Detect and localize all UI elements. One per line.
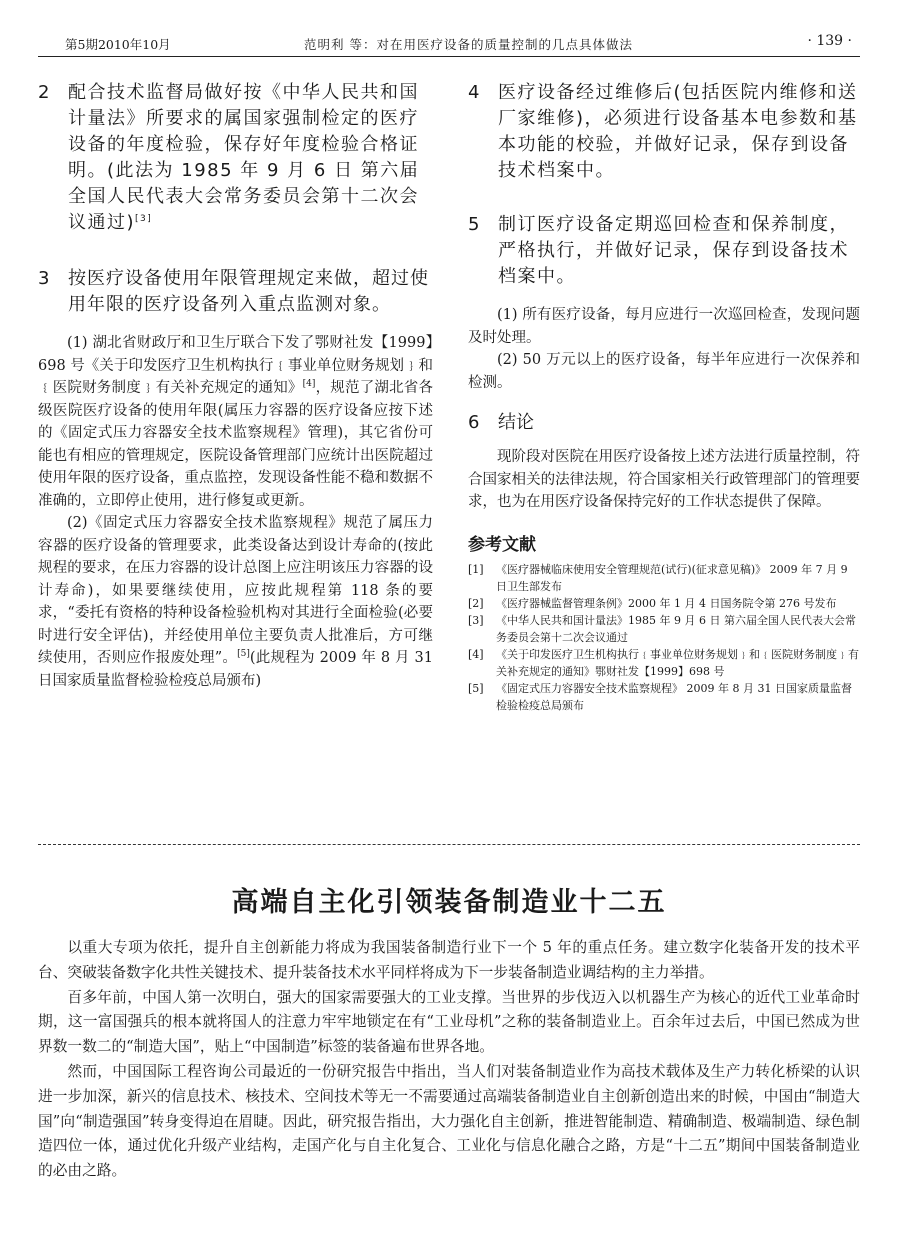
citation-ref: [5]: [237, 649, 250, 660]
reference-item: [468, 561, 860, 595]
reference-number: [3]: [468, 613, 484, 627]
paragraph: [38, 512, 433, 692]
item-text: 制订医疗设备定期巡回检查和保养制度，严格执行，并做好记录，保存到设备技术档案中。: [498, 214, 849, 287]
reference-item: [468, 646, 860, 680]
reference-item: [468, 595, 860, 612]
right-column: [468, 80, 860, 714]
section-title: 结论: [498, 412, 534, 433]
citation-ref: [3]: [135, 214, 153, 224]
reference-text: 《中华人民共和国计量法》1985 年 9 月 6 日 第六届全国人民代表大会常务委员会第十二次会议通过: [496, 613, 856, 644]
list-item-5: [468, 212, 860, 290]
list-item-2: [38, 80, 433, 236]
article-paragraph: 百多年前，中国人第一次明白，强大的国家需要强大的工业支撑。当世界的步伐迈入以机器生产为核心的近代工业革命时期，这一富国强兵的根本就将国人的注意力牢牢地锁定在有“工业母机”之称的装备制造业上。百余年过去后，中国已然成为世界数一数二的“制造大国”，贴上“中国制造”标签的装备遍布世界各地。: [38, 988, 860, 1056]
reference-text: 《固定式压力容器安全技术监察规程》 2009 年 8 月 31 日国家质量监督检验检疫总局颁布: [496, 681, 852, 712]
paragraph: [38, 332, 433, 512]
item-text: 医疗设备经过维修后(包括医院内维修和送厂家维修)，必须进行设备基本电参数和基本功能的校验，并做好记录，保存到设备技术档案中。: [498, 82, 858, 181]
article-body: [38, 936, 860, 1184]
section-heading: [468, 410, 860, 436]
paragraph-text: (2)《固定式压力容器安全技术监察规程》规范了属压力容器的医疗设备的管理要求，此类设备达到设计寿命的(按此规程的要求，在压力容器的设计总图上应注明该压力容器的设计寿命)，如果要继续使用，应按此规程第 118 条的要求，“委托有资格的特种设备检验机构对其进行全面检验(必要时进行安全评估)，并经使用单位主要负责人批准后，方可继续使用，否则应作报废处理”。: [38, 515, 433, 666]
article-paragraph: 以重大专项为依托，提升自主创新能力将成为我国装备制造行业下一个 5 年的重点任务。建立数字化装备开发的技术平台、突破装备数字化共性关键技术、提升装备技术水平同样将成为下一步装备制造业调结构的主力举措。: [38, 939, 860, 981]
section-number: 6: [468, 412, 480, 433]
item-number: 5: [468, 214, 481, 235]
conclusion-paragraph: 现阶段对医院在用医疗设备按上述方法进行质量控制，符合国家相关的法律法规，符合国家相关行政管理部门的管理要求，也为在用医疗设备保持完好的工作状态提供了保障。: [468, 449, 860, 510]
paragraph-text: (1) 湖北省财政厅和卫生厅联合下发了鄂财社发【1999】698 号《关于印发医疗卫生机构执行﹛事业单位财务规划﹜和﹛医院财务制度﹜有关补充规定的通知》: [38, 335, 433, 396]
reference-number: [4]: [468, 647, 484, 661]
references-list: [468, 561, 860, 714]
paragraph-text: (此规程为 2009 年 8 月 31 日国家质量监督检验检疫总局颁布): [38, 650, 433, 689]
reference-text: 《医疗器械监督管理条例》2000 年 1 月 4 日国务院令第 276 号发布: [496, 596, 837, 610]
item-number: 2: [38, 82, 51, 103]
left-column: [38, 80, 433, 692]
reference-number: [2]: [468, 596, 484, 610]
paragraph-text: ，规范了湖北省各级医院医疗设备的使用年限(属压力容器的医疗设备应按下述的《固定式压力容器安全技术监察规程》管理)，其它省份可能也有相应的管理规定，医院设备管理部门应统计出医院超过使用年限的医疗设备，重点监控，发现设备性能不稳和数据不准确的，立即停止使用，进行修复或更新。: [38, 380, 434, 509]
citation-ref: [4]: [302, 379, 316, 390]
item-number: 3: [38, 268, 51, 289]
item-number: 4: [468, 82, 481, 103]
article-paragraph: 然而，中国国际工程咨询公司最近的一份研究报告中指出，当人们对装备制造业作为高技术载体及生产力转化桥梁的认识进一步加深，新兴的信息技术、核技术、空间技术等无一不需要通过高端装备制造业自主创新创造出来的时候，中国由“制造大国”向“制造强国”转身变得迫在眉睫。因此，研究报告指出，大力强化自主创新，推进智能制造、精确制造、极端制造、绿色制造四位一体，通过优化升级产业结构，走国产化与自主化复合、工业化与信息化融合之路，方是“十二五”期间中国装备制造业的必由之路。: [38, 1062, 860, 1180]
divider: [38, 844, 860, 845]
running-header: [38, 32, 860, 57]
item-text: 按医疗设备使用年限管理规定来做，超过使用年限的医疗设备列入重点监测对象。: [68, 268, 429, 315]
reference-number: [5]: [468, 681, 484, 695]
reference-number: [1]: [468, 562, 484, 576]
reference-text: 《关于印发医疗卫生机构执行﹛事业单位财务规划﹜和﹛医院财务制度﹜有关补充规定的通知》鄂财社发【1999】698 号: [496, 647, 859, 678]
list-item-3: [38, 266, 433, 318]
paragraph: (2) 50 万元以上的医疗设备，每半年应进行一次保养和检测。: [468, 352, 860, 391]
issue-label: 第5期2010年10月: [65, 37, 171, 52]
item-text: 配合技术监督局做好按《中华人民共和国计量法》所要求的属国家强制检定的医疗设备的年度检验，保存好年度检验合格证明。(此法为 1985 年 9 月 6 日 第六届全国人民代表大会常务委员会第十二次会议通过): [68, 82, 420, 233]
reference-text: 《医疗器械临床使用安全管理规范(试行)(征求意见稿)》 2009 年 7 月 9 日卫生部发布: [496, 562, 848, 593]
references-heading: 参考文献: [468, 534, 536, 555]
page-number: · 139 ·: [807, 33, 852, 49]
reference-item: [468, 680, 860, 714]
list-item-4: [468, 80, 860, 184]
running-title: 范明利 等：对在用医疗设备的质量控制的几点具体做法: [304, 37, 633, 52]
article-title: 高端自主化引领装备制造业十二五: [231, 887, 667, 918]
reference-item: [468, 612, 860, 646]
paragraph: (1) 所有医疗设备，每月应进行一次巡回检查，发现问题及时处理。: [468, 307, 860, 346]
